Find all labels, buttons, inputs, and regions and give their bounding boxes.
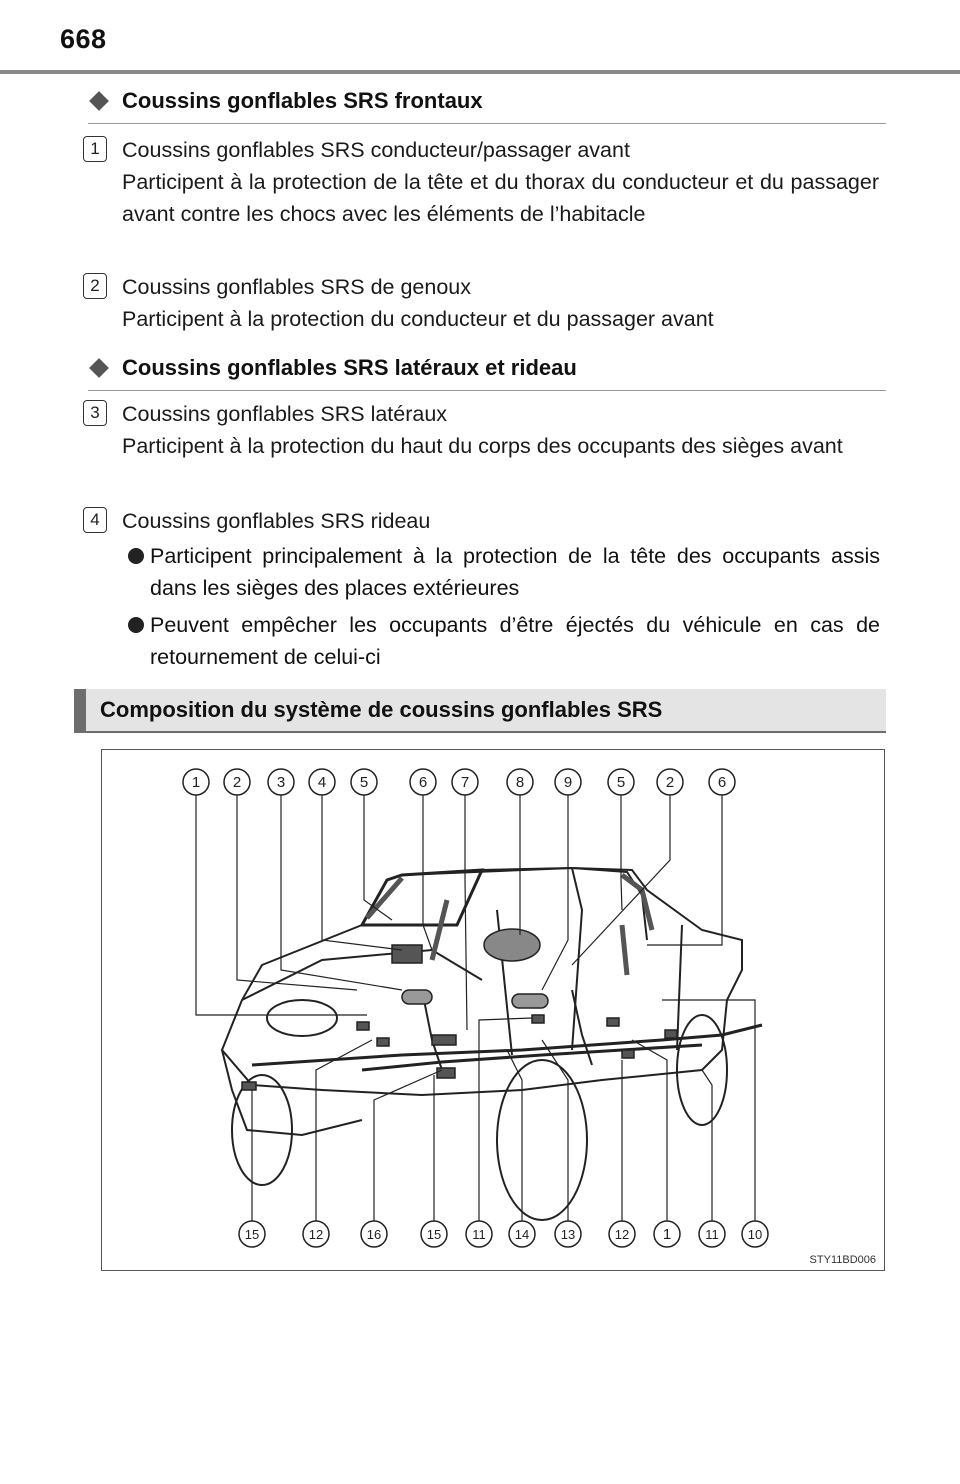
bottom-callout-label: 11 <box>472 1227 486 1242</box>
bullet-item <box>128 540 880 604</box>
bottom-callout-label: 1 <box>662 1226 672 1243</box>
top-callout-label: 6 <box>418 774 428 791</box>
curtain-airbag-b <box>432 900 447 960</box>
item-title: Coussins gonflables SRS rideau <box>122 509 431 533</box>
diamond-bullet-icon <box>89 91 109 111</box>
item-4 <box>122 505 879 537</box>
sensor <box>437 1068 455 1078</box>
sensor <box>357 1022 369 1030</box>
top-callout-label: 4 <box>317 774 327 791</box>
figure-code: STY11BD006 <box>809 1254 876 1266</box>
bullet-text: Participent principalement à la protection de la tête des occupants assis dans les sièges des places extérieures <box>150 544 880 600</box>
diamond-bullet-icon <box>89 358 109 378</box>
item-description: Participent à la protection du haut du corps des occupants des sièges avant <box>122 434 843 458</box>
top-callout-label: 9 <box>563 774 573 791</box>
bottom-callout-label: 10 <box>747 1227 763 1242</box>
item-badge-2: 2 <box>83 273 107 299</box>
top-callout-label: 2 <box>665 774 675 791</box>
item-badge-1: 1 <box>83 136 107 162</box>
top-callouts <box>183 769 735 795</box>
header-rule <box>0 70 960 74</box>
section-heading-frontal <box>88 88 886 124</box>
item-2 <box>122 271 879 335</box>
item-title: Coussins gonflables SRS conducteur/passager avant <box>122 138 630 162</box>
composition-heading: Composition du système de coussins gonflables SRS <box>74 689 886 733</box>
seat-headrest <box>484 929 540 961</box>
bottom-callout-label: 12 <box>614 1227 630 1242</box>
bullet-text: Peuvent empêcher les occupants d’être éjectés du véhicule en cas de retournement de celui-ci <box>150 613 880 669</box>
bottom-callout-label: 12 <box>308 1227 324 1242</box>
sensor <box>432 1035 456 1045</box>
headlight <box>267 1000 337 1036</box>
top-callout-label: 1 <box>191 774 201 791</box>
section-heading-side-curtain <box>88 355 886 391</box>
item-title: Coussins gonflables SRS latéraux <box>122 402 448 426</box>
item-badge-3: 3 <box>83 400 107 426</box>
bullet-item <box>128 609 880 673</box>
bottom-callout-label: 15 <box>244 1227 260 1242</box>
middle-wheel <box>497 1060 587 1220</box>
top-callout-label: 2 <box>232 774 242 791</box>
item-description: Participent à la protection de la tête et du thorax du conducteur et du passager avant contre les chocs avec les éléments de l’habitacle <box>122 170 879 226</box>
truck-airbag-diagram <box>102 750 886 1272</box>
top-callout-label: 8 <box>515 774 525 791</box>
item-1 <box>122 134 879 230</box>
hood-line <box>242 950 482 1000</box>
top-callout-label: 3 <box>276 774 286 791</box>
bottom-callout-label: 16 <box>366 1227 382 1242</box>
top-callout-label: 7 <box>460 774 470 791</box>
sensor <box>377 1038 389 1046</box>
airbag-system-figure <box>101 749 885 1271</box>
section-heading-text: Coussins gonflables SRS latéraux et rideau <box>122 355 577 380</box>
bottom-callout-label: 14 <box>514 1227 530 1242</box>
item-description: Participent à la protection du conducteur et du passager avant <box>122 307 714 331</box>
front-wheel <box>232 1075 292 1185</box>
top-callout-label: 6 <box>717 774 727 791</box>
top-callout-label: 5 <box>359 774 369 791</box>
bottom-callouts <box>239 1221 768 1247</box>
bottom-callout-label: 13 <box>560 1227 576 1242</box>
curtain-airbag-rear-lower <box>622 925 627 975</box>
sensor <box>532 1015 544 1023</box>
bottom-callout-label: 11 <box>705 1227 719 1242</box>
knee-airbag <box>402 990 432 1004</box>
sensor <box>622 1050 634 1058</box>
item-3 <box>122 398 879 462</box>
bottom-callout-label: 15 <box>426 1227 442 1242</box>
item-badge-4: 4 <box>83 507 107 533</box>
sensor <box>242 1082 256 1090</box>
sensor <box>607 1018 619 1026</box>
item-title: Coussins gonflables SRS de genoux <box>122 275 471 299</box>
knee-airbag <box>512 994 548 1008</box>
page-number: 668 <box>60 24 107 54</box>
windshield <box>362 870 482 925</box>
bullet-dot-icon <box>128 617 144 633</box>
airbag-module <box>392 945 422 963</box>
bullet-dot-icon <box>128 548 144 564</box>
top-callout-label: 5 <box>616 774 626 791</box>
sensor <box>665 1030 677 1038</box>
bottom-leader-lines <box>252 1000 755 1222</box>
section-heading-text: Coussins gonflables SRS frontaux <box>122 88 483 113</box>
